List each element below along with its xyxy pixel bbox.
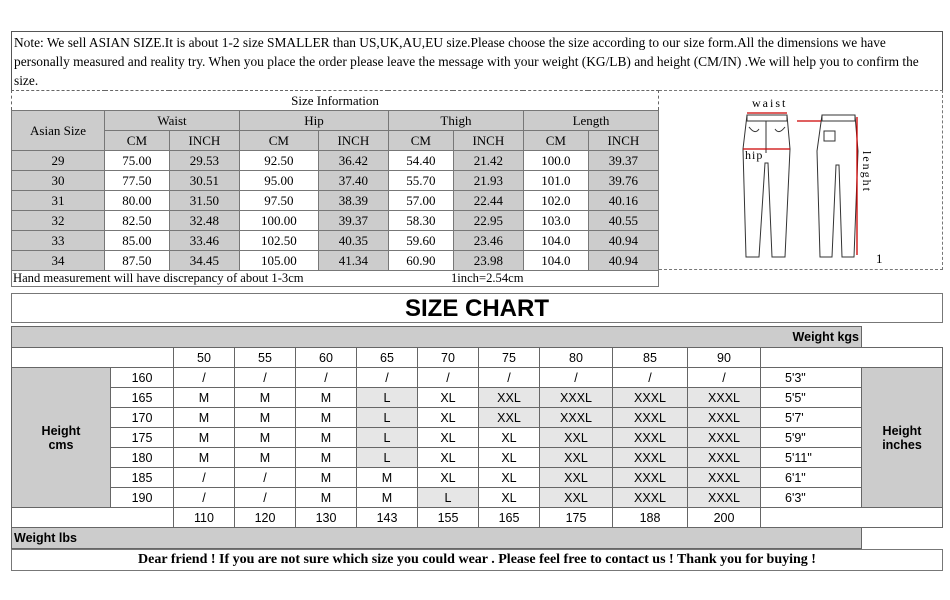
size-info-title: Size Information <box>12 91 659 111</box>
size-value: 58.30 <box>388 211 453 231</box>
size-cell: XXXL <box>688 408 761 428</box>
size-cell: XXXL <box>613 488 688 508</box>
size-cell: M <box>296 428 357 448</box>
size-value: 87.50 <box>105 251 170 271</box>
size-value: 104.0 <box>523 231 588 251</box>
size-value: 41.34 <box>318 251 388 271</box>
size-cell: XXXL <box>688 468 761 488</box>
size-cell: / <box>296 368 357 388</box>
size-value: 40.55 <box>588 211 658 231</box>
weight-lb-value: 200 <box>688 508 761 528</box>
size-label: 34 <box>12 251 105 271</box>
size-value: 77.50 <box>105 171 170 191</box>
unit-header: INCH <box>169 131 239 151</box>
size-row <box>12 231 659 251</box>
size-row <box>12 171 659 191</box>
size-cell: M <box>296 388 357 408</box>
size-cell: XXXL <box>688 428 761 448</box>
height-row <box>12 408 943 428</box>
size-cell: M <box>174 448 235 468</box>
size-cell: XXL <box>479 388 540 408</box>
size-value: 80.00 <box>105 191 170 211</box>
size-value: 38.39 <box>318 191 388 211</box>
size-chart-title: SIZE CHART <box>11 293 943 323</box>
size-cell: M <box>235 408 296 428</box>
size-cell: M <box>357 488 418 508</box>
size-cell: XXXL <box>613 428 688 448</box>
size-value: 22.95 <box>453 211 523 231</box>
size-cell: XXXL <box>540 408 613 428</box>
size-cell: M <box>174 408 235 428</box>
size-cell: / <box>418 368 479 388</box>
size-value: 92.50 <box>240 151 319 171</box>
length-label: lenght <box>860 151 874 193</box>
size-cell: M <box>235 428 296 448</box>
height-inch-value: 6'3" <box>761 488 862 508</box>
weight-lbs-label: Weight lbs <box>12 528 862 549</box>
size-info-block <box>11 90 659 287</box>
size-cell: XXL <box>540 468 613 488</box>
height-inch-value: 6'1" <box>761 468 862 488</box>
size-cell: XL <box>418 428 479 448</box>
group-header-length: Length <box>523 111 658 131</box>
size-cell: XL <box>418 468 479 488</box>
size-cell: XXL <box>540 488 613 508</box>
size-info-table <box>11 90 659 271</box>
size-value: 31.50 <box>169 191 239 211</box>
height-cm-value: 180 <box>111 448 174 468</box>
size-cell: M <box>357 468 418 488</box>
unit-header: INCH <box>588 131 658 151</box>
size-value: 55.70 <box>388 171 453 191</box>
weight-kgs-label: Weight kgs <box>12 327 862 348</box>
unit-header: CM <box>388 131 453 151</box>
weight-lb-value: 188 <box>613 508 688 528</box>
group-header-hip: Hip <box>240 111 389 131</box>
asian-size-header: Asian Size <box>12 111 105 151</box>
size-value: 39.76 <box>588 171 658 191</box>
size-cell: / <box>235 488 296 508</box>
size-value: 21.93 <box>453 171 523 191</box>
unit-header: CM <box>105 131 170 151</box>
size-cell: L <box>357 448 418 468</box>
size-row <box>12 251 659 271</box>
size-value: 75.00 <box>105 151 170 171</box>
size-value: 32.48 <box>169 211 239 231</box>
size-value: 85.00 <box>105 231 170 251</box>
size-label: 31 <box>12 191 105 211</box>
size-label: 32 <box>12 211 105 231</box>
size-cell: M <box>296 408 357 428</box>
weight-kg-header: 60 <box>296 348 357 368</box>
size-value: 95.00 <box>240 171 319 191</box>
size-cell: XXXL <box>688 448 761 468</box>
size-cell: M <box>174 428 235 448</box>
size-cell: L <box>357 388 418 408</box>
size-value: 30.51 <box>169 171 239 191</box>
size-value: 105.00 <box>240 251 319 271</box>
size-cell: M <box>296 468 357 488</box>
discrepancy-note: Hand measurement will have discrepancy of about 1-3cm <box>13 271 304 285</box>
height-row <box>12 448 943 468</box>
size-cell: / <box>174 368 235 388</box>
size-value: 104.0 <box>523 251 588 271</box>
unit-header: CM <box>240 131 319 151</box>
size-cell: L <box>357 428 418 448</box>
size-label: 33 <box>12 231 105 251</box>
size-cell: XXXL <box>613 408 688 428</box>
blank-cell <box>12 348 174 368</box>
weight-kg-header: 85 <box>613 348 688 368</box>
size-value: 39.37 <box>318 211 388 231</box>
size-value: 100.00 <box>240 211 319 231</box>
weight-lb-value: 155 <box>418 508 479 528</box>
contact-message: Dear friend ! If you are not sure which size you could wear . Please feel free to contact us ! Thank you for buying ! <box>11 549 943 571</box>
diagram-number: 1 <box>876 251 883 266</box>
size-footnote <box>11 271 659 287</box>
weight-kg-header: 55 <box>235 348 296 368</box>
height-inches-label-line1: Height <box>882 423 922 438</box>
size-label: 30 <box>12 171 105 191</box>
size-cell: XXXL <box>613 388 688 408</box>
size-value: 103.0 <box>523 211 588 231</box>
height-cm-value: 165 <box>111 388 174 408</box>
height-row <box>12 428 943 448</box>
size-cell: XL <box>479 488 540 508</box>
height-inch-value: 5'7' <box>761 408 862 428</box>
weight-lb-value: 110 <box>174 508 235 528</box>
weight-kg-header: 65 <box>357 348 418 368</box>
weight-lb-value: 130 <box>296 508 357 528</box>
height-row <box>12 468 943 488</box>
size-value: 40.35 <box>318 231 388 251</box>
weight-kg-header: 50 <box>174 348 235 368</box>
size-cell: M <box>296 448 357 468</box>
height-cms-label <box>12 368 111 508</box>
size-row <box>12 151 659 171</box>
size-cell: M <box>296 488 357 508</box>
size-cell: M <box>235 388 296 408</box>
size-cell: XXXL <box>688 488 761 508</box>
height-inches-label <box>862 368 943 508</box>
size-chart-table <box>11 326 943 549</box>
size-value: 40.94 <box>588 231 658 251</box>
size-cell: XXXL <box>613 448 688 468</box>
size-cell: / <box>479 368 540 388</box>
height-cms-label-line1: Height <box>41 423 81 438</box>
size-value: 97.50 <box>240 191 319 211</box>
height-inch-value: 5'11" <box>761 448 862 468</box>
weight-lb-value: 120 <box>235 508 296 528</box>
size-value: 23.98 <box>453 251 523 271</box>
pants-illustration <box>659 91 941 269</box>
height-inch-value: 5'5" <box>761 388 862 408</box>
size-value: 101.0 <box>523 171 588 191</box>
blank-cell <box>12 508 174 528</box>
size-value: 21.42 <box>453 151 523 171</box>
height-row <box>12 368 943 388</box>
size-cell: XXL <box>479 408 540 428</box>
weight-lb-value: 175 <box>540 508 613 528</box>
size-cell: / <box>174 488 235 508</box>
weight-lb-value: 165 <box>479 508 540 528</box>
group-header-waist: Waist <box>105 111 240 131</box>
height-cm-value: 185 <box>111 468 174 488</box>
height-cm-value: 160 <box>111 368 174 388</box>
size-cell: L <box>357 408 418 428</box>
size-cell: XL <box>418 408 479 428</box>
height-cms-label-line2: cms <box>48 437 74 452</box>
weight-lb-value: 143 <box>357 508 418 528</box>
size-cell: XXXL <box>613 468 688 488</box>
size-value: 59.60 <box>388 231 453 251</box>
size-cell: XL <box>418 448 479 468</box>
size-value: 34.45 <box>169 251 239 271</box>
size-value: 102.50 <box>240 231 319 251</box>
size-cell: / <box>688 368 761 388</box>
blank-cell <box>761 348 943 368</box>
size-value: 36.42 <box>318 151 388 171</box>
size-cell: / <box>235 468 296 488</box>
height-inch-value: 5'9" <box>761 428 862 448</box>
blank-cell <box>761 508 943 528</box>
size-cell: / <box>357 368 418 388</box>
waist-label: waist <box>752 96 788 110</box>
height-cm-value: 170 <box>111 408 174 428</box>
size-value: 37.40 <box>318 171 388 191</box>
weight-lbs-row <box>12 508 943 528</box>
size-label: 29 <box>12 151 105 171</box>
size-cell: / <box>540 368 613 388</box>
size-value: 29.53 <box>169 151 239 171</box>
size-guide <box>11 31 943 571</box>
unit-header: CM <box>523 131 588 151</box>
weight-kg-header: 75 <box>479 348 540 368</box>
height-cm-value: 190 <box>111 488 174 508</box>
height-inches-label-line2: inches <box>882 437 922 452</box>
size-cell: XL <box>479 468 540 488</box>
size-value: 102.0 <box>523 191 588 211</box>
size-value: 57.00 <box>388 191 453 211</box>
note-text: Note: We sell ASIAN SIZE.It is about 1-2 size SMALLER than US,UK,AU,EU size.Please choose the size according to our size form.All the dimensions we have personally measured and reality try. When you place the order please leave the message with your weight (KG/LB) and height (CM/IN) .We will help you to confirm the size. <box>11 31 943 90</box>
weight-kg-header: 90 <box>688 348 761 368</box>
size-cell: L <box>418 488 479 508</box>
hip-label: hip <box>745 148 764 162</box>
size-row <box>12 191 659 211</box>
size-value: 23.46 <box>453 231 523 251</box>
size-info-section <box>11 90 943 287</box>
size-row <box>12 211 659 231</box>
height-cm-value: 175 <box>111 428 174 448</box>
size-value: 60.90 <box>388 251 453 271</box>
group-header-thigh: Thigh <box>388 111 523 131</box>
size-cell: / <box>613 368 688 388</box>
size-value: 22.44 <box>453 191 523 211</box>
weight-kg-header: 80 <box>540 348 613 368</box>
height-row <box>12 388 943 408</box>
size-cell: XL <box>479 428 540 448</box>
size-value: 39.37 <box>588 151 658 171</box>
size-cell: XXL <box>540 428 613 448</box>
size-cell: M <box>174 388 235 408</box>
size-cell: M <box>235 448 296 468</box>
size-cell: XL <box>479 448 540 468</box>
size-value: 33.46 <box>169 231 239 251</box>
height-row <box>12 488 943 508</box>
weight-kg-header: 70 <box>418 348 479 368</box>
size-cell: / <box>235 368 296 388</box>
height-inch-value: 5'3" <box>761 368 862 388</box>
unit-header: INCH <box>318 131 388 151</box>
size-value: 40.94 <box>588 251 658 271</box>
size-cell: XXXL <box>540 388 613 408</box>
size-cell: XXXL <box>688 388 761 408</box>
size-value: 40.16 <box>588 191 658 211</box>
size-cell: / <box>174 468 235 488</box>
size-value: 54.40 <box>388 151 453 171</box>
size-value: 100.0 <box>523 151 588 171</box>
size-value: 82.50 <box>105 211 170 231</box>
size-cell: XL <box>418 388 479 408</box>
size-cell: XXL <box>540 448 613 468</box>
unit-header: INCH <box>453 131 523 151</box>
inch-conversion-note: 1inch=2.54cm <box>451 271 524 285</box>
pants-diagram <box>659 90 943 270</box>
